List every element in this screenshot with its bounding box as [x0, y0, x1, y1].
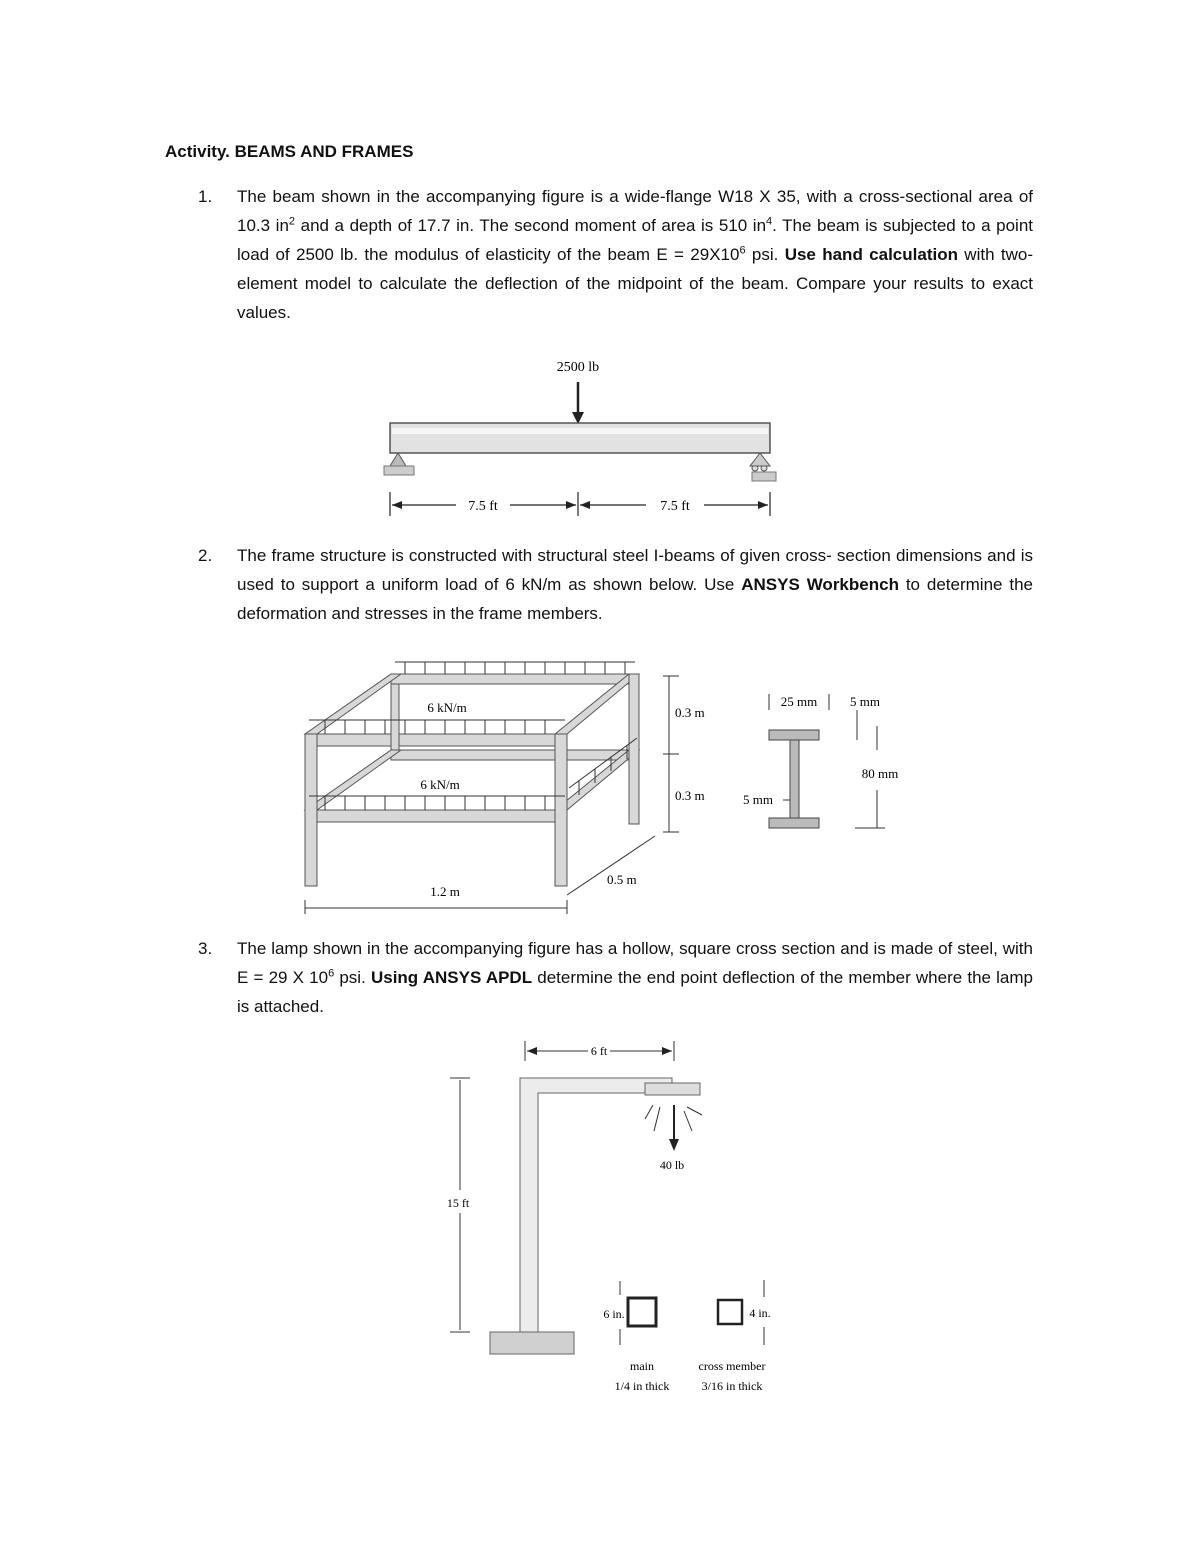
- load-arrowhead: [572, 412, 584, 424]
- arm-length-label: 6 ft: [590, 1044, 608, 1058]
- column-back-left: [391, 684, 399, 750]
- cross-label: cross member: [698, 1359, 766, 1373]
- column-back-right: [629, 674, 639, 824]
- i-section: [769, 730, 819, 828]
- lamp-load-label: 40 lb: [659, 1158, 685, 1172]
- load-top-label: 6 kN/m: [427, 700, 467, 715]
- span-left-label: 7.5 ft: [468, 499, 498, 514]
- ray: [654, 1107, 660, 1131]
- back-upper-beam: [391, 674, 639, 684]
- frame-figure: [295, 650, 915, 915]
- load-bottom-label: 6 kN/m: [420, 777, 460, 792]
- height-lower-label: 0.3 m: [675, 788, 705, 803]
- question-text: The beam shown in the accompanying figure is a wide-flange W18 X 35, with a cross-sectional area of 10.3 $in^2$ and a depth of 17.7 in. The second moment of area is 510 $in^4$. The beam is subjected to a point load of 2500 lb. the modulus of elasticity of the beam $E = 29X10^6$ psi. Use hand calculation with two-element model to calculate the deflection of the midpoint of the beam. Compare your results to exact values.: [237, 187, 1033, 322]
- question-3: [198, 934, 1033, 1021]
- back-lower-beam: [391, 750, 639, 760]
- pin-support: [390, 453, 406, 466]
- main-section: [628, 1298, 656, 1326]
- lamp-figure: [440, 1035, 800, 1400]
- dim-arrow: [662, 1047, 672, 1055]
- column-front-left: [305, 734, 317, 886]
- dim-arrow: [580, 501, 590, 509]
- flange-thick-label: 5 mm: [850, 694, 880, 709]
- height-label: 15 ft: [446, 1196, 470, 1210]
- bottom-flange: [769, 818, 819, 828]
- question-text: The frame structure is constructed with structural steel I-beams of given cross- section dimensions and is used to support a uniform load of 6 kN/m as shown below. Use ANSYS Workbench to determine the deformation and stresses in the frame members.: [237, 546, 1033, 623]
- left-depth-lower-beam: [305, 750, 401, 810]
- roller-ground: [752, 472, 776, 481]
- web-thick-label: 5 mm: [743, 792, 773, 807]
- question-number: 1.: [198, 187, 213, 206]
- web: [790, 740, 799, 818]
- ray: [684, 1111, 692, 1131]
- dim-arrow: [392, 501, 402, 509]
- question-number: 3.: [198, 939, 213, 958]
- depth-label: 0.5 m: [607, 872, 637, 887]
- dim-arrow: [566, 501, 576, 509]
- span-right-label: 7.5 ft: [660, 499, 690, 514]
- load-label: 2500 lb: [556, 360, 600, 375]
- dim-arrow: [527, 1047, 537, 1055]
- left-depth-upper-beam: [305, 674, 401, 734]
- question-1: [198, 182, 1033, 327]
- question-number: 2.: [198, 546, 213, 565]
- flange-width-label: 25 mm: [780, 694, 818, 709]
- question-text: The lamp shown in the accompanying figure has a hollow, square cross section and is made of steel, with E = 29 X $10^6$ psi. Using ANSYS APDL determine the end point deflection of the member where the lamp is attached.: [237, 939, 1033, 1016]
- beam-body: [390, 423, 770, 453]
- ray: [645, 1105, 653, 1119]
- lamp-post: [520, 1078, 672, 1332]
- roller-support: [750, 453, 770, 466]
- column-front-right: [555, 734, 567, 886]
- front-upper-beam: [305, 734, 567, 746]
- base-plate: [490, 1332, 574, 1354]
- section-depth-label: 80 mm: [861, 766, 899, 781]
- cross-thick-label: 3/16 in thick: [701, 1379, 763, 1393]
- length-label: 1.2 m: [430, 884, 460, 899]
- beam-figure: [370, 350, 790, 525]
- ray: [687, 1107, 702, 1115]
- beam-highlight: [392, 428, 768, 434]
- main-size-label: 6 in.: [603, 1307, 625, 1321]
- cross-size-label: 4 in.: [749, 1306, 771, 1320]
- dim-arrow: [758, 501, 768, 509]
- front-lower-beam: [305, 810, 567, 822]
- lamp-fixture: [645, 1083, 700, 1095]
- height-upper-label: 0.3 m: [675, 705, 705, 720]
- activity-title: Activity. BEAMS AND FRAMES: [165, 142, 414, 161]
- pin-ground: [384, 466, 414, 475]
- cross-section: [718, 1300, 742, 1324]
- question-2: [198, 541, 1033, 628]
- lamp-load-arrowhead: [669, 1139, 679, 1151]
- main-thick-label: 1/4 in thick: [614, 1379, 670, 1393]
- main-label: main: [630, 1359, 654, 1373]
- top-flange: [769, 730, 819, 740]
- frame-members: [305, 674, 639, 886]
